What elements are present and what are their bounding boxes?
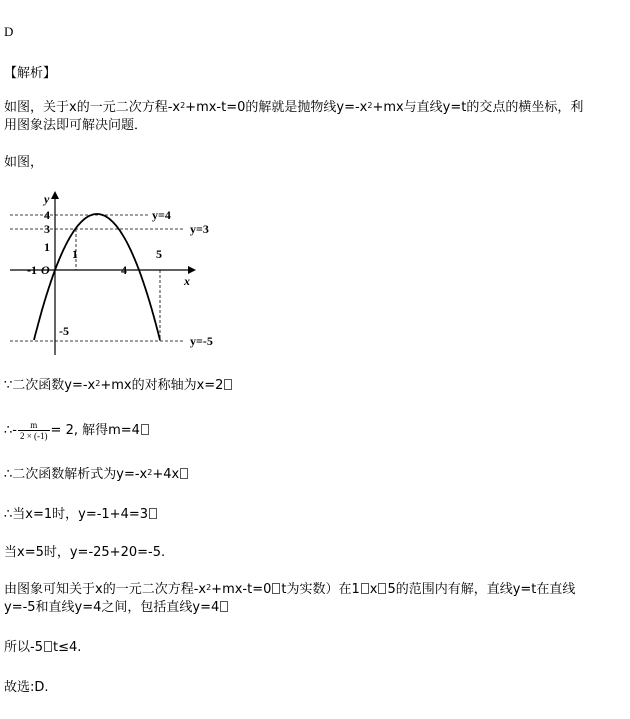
missing-glyph (378, 583, 386, 594)
conclusion-line-2: y=-5和直线y=4之间，包括直线y=4 (4, 600, 229, 616)
step4: ∴当x=1时，y=-1+4=3 (4, 507, 158, 523)
step1: ∵二次函数$y=-x^2+mx$的对称轴为x=2 (4, 378, 233, 394)
missing-glyph (141, 424, 149, 435)
step2: ∴- $\frac{m}{2 \times (-1)}$ = 2, 解得m=4 (4, 420, 150, 442)
missing-glyph (224, 379, 232, 390)
y-tick-neg5: -5 (59, 324, 69, 338)
intro-line-2: 用图象法即可解决问题． (4, 118, 148, 133)
y-tick-1: 1 (44, 240, 50, 254)
parabola-graph (0, 185, 240, 360)
label-y4: y=4 (152, 208, 171, 222)
intro-line-1: 如图，关于x的一元二次方程$-x^2+mx-t=0$的解就是抛物线$y=-x^2+mx$与直线y=t的交点的横坐标，利 (4, 100, 584, 115)
y-tick-4: 4 (44, 208, 50, 222)
y-axis-arrow (51, 191, 59, 199)
label-yneg5: y=-5 (190, 334, 213, 348)
parabola-curve (34, 214, 160, 340)
range-result: 所以-5 t≤4. (4, 640, 82, 655)
y-axis-label: y (44, 192, 50, 206)
as-shown-text: 如图， (4, 155, 44, 170)
fraction: $\frac{m}{2 \times (-1)}$ (19, 420, 48, 441)
answer-letter: D (4, 24, 14, 39)
x-tick-4: 4 (121, 263, 127, 277)
missing-glyph (44, 641, 52, 652)
step3: ∴二次函数解析式为$y=-x^2+4x$ (4, 467, 189, 483)
section-title: 【解析】 (4, 66, 57, 81)
missing-glyph (149, 508, 157, 519)
final-answer: 故选:D. (4, 680, 49, 695)
x-tick-neg1: -1 (27, 263, 37, 277)
conclusion-line-1: 由图象可知关于x的一元二次方程$-x^2+mx-t=0$ t为实数）在1 x 5的范围内有解，直线y=t在直线 (4, 582, 576, 597)
missing-glyph (180, 468, 188, 479)
y-tick-3: 3 (44, 222, 50, 236)
step5: 当x=5时，y=-25+20=-5. (4, 545, 166, 560)
x-tick-5: 5 (156, 247, 162, 261)
x-axis-label: x (184, 274, 190, 288)
missing-glyph (361, 583, 369, 594)
x-tick-1: 1 (72, 247, 78, 261)
x-axis-arrow (188, 266, 196, 274)
origin-label: O (41, 263, 50, 277)
missing-glyph (220, 601, 228, 612)
missing-glyph (272, 583, 280, 594)
label-y3: y=3 (190, 222, 209, 236)
